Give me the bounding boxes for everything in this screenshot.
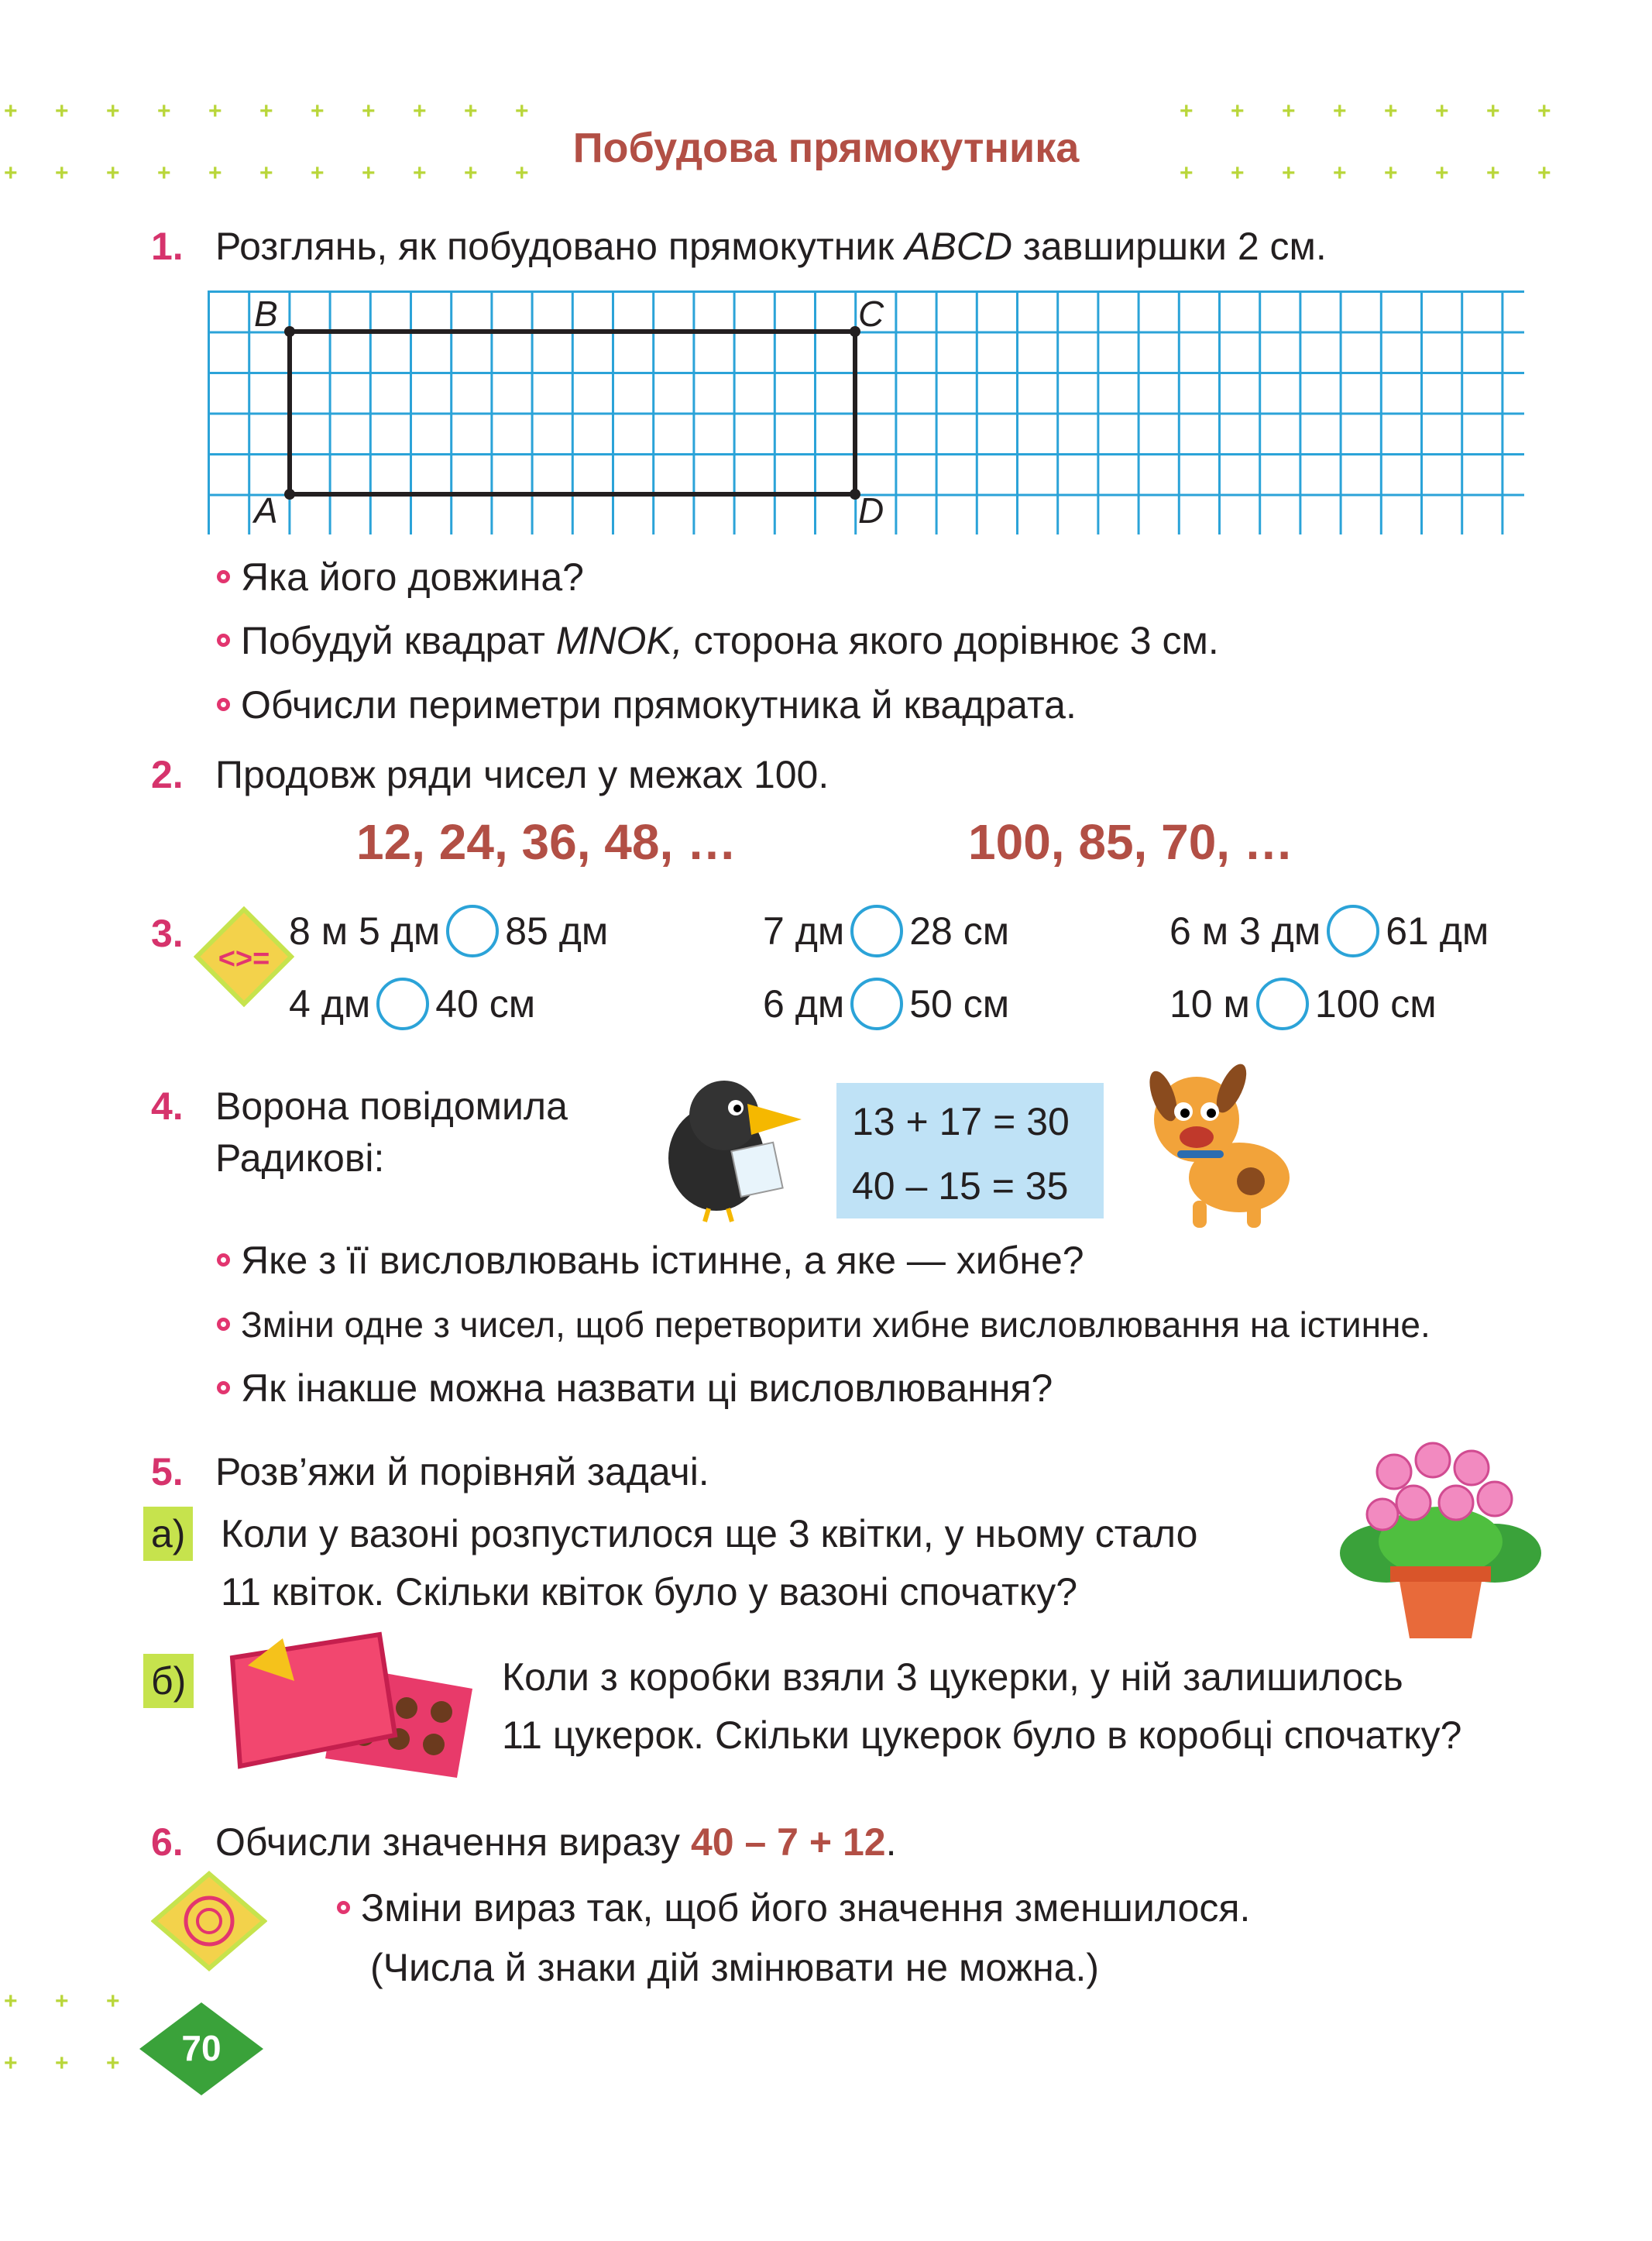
bullet-icon	[217, 570, 230, 583]
dog-icon	[1146, 1053, 1301, 1232]
task1-text: Розглянь, як побудовано прямокутник ABCD завширшки 2 см.	[215, 225, 1327, 268]
task5-a-line2: 11 квіток. Скільки квіток було у вазоні спочатку?	[221, 1570, 1078, 1614]
compare-circle-input[interactable]	[376, 978, 429, 1030]
task1-bullet-1: Яка його довжина?	[217, 554, 584, 600]
task6-number: 6.	[151, 1820, 184, 1864]
point-b	[284, 326, 295, 337]
task6-bullet: Зміни вираз так, щоб його значення зменшилося.	[337, 1885, 1250, 1931]
label-d: D	[858, 490, 884, 531]
page-title: Побудова прямокутника	[572, 125, 1080, 171]
task5-label-a: а)	[143, 1507, 193, 1561]
candy-box-icon	[225, 1619, 480, 1782]
label-b: B	[254, 294, 278, 334]
task5-number: 5.	[151, 1450, 184, 1493]
comparison-3: 6 м 3 дм 61 дм	[1169, 908, 1489, 961]
statement-1: 13 + 17 = 30	[852, 1100, 1070, 1143]
task5-b-line2: 11 цукерок. Скільки цукерок було в коробці спочатку?	[502, 1713, 1462, 1757]
task1-number: 1.	[151, 225, 184, 268]
task5-label-b: б)	[143, 1654, 194, 1708]
crow-icon	[651, 1073, 805, 1224]
page-number: 70	[181, 2028, 222, 2068]
task6-text: Обчисли значення виразу 40 – 7 + 12.	[215, 1820, 897, 1864]
task4-bullet-3: Як інакше можна назвати ці висловлювання?	[217, 1365, 1053, 1411]
bullet-icon	[217, 1381, 230, 1394]
comparison-4: 4 дм 40 см	[289, 981, 535, 1033]
task1-bullet-2: Побудуй квадрат MNOK, сторона якого дорівнює 3 см.	[217, 617, 1219, 664]
task5-b-line1: Коли з коробки взяли 3 цукерки, у ній залишилось	[502, 1655, 1403, 1699]
target-icon	[151, 1871, 267, 1971]
task3-number: 3.	[151, 912, 184, 955]
point-a	[284, 489, 295, 500]
statement-2: 40 – 15 = 35	[852, 1164, 1069, 1208]
sequence-2: 100, 85, 70, …	[968, 814, 1293, 870]
task6-expression: 40 – 7 + 12	[690, 1820, 886, 1864]
task6-note: (Числа й знаки дій змінювати не можна.)	[370, 1946, 1100, 1989]
label-c: C	[858, 294, 884, 334]
statements-box	[836, 1083, 1104, 1218]
task4-line2: Радикові:	[215, 1136, 385, 1180]
task5-text: Розв’яжи й порівняй задачі.	[215, 1450, 709, 1493]
task2-number: 2.	[151, 753, 184, 796]
task4-line1: Ворона повідомила	[215, 1084, 568, 1128]
bullet-icon	[217, 634, 230, 647]
comparison-2: 7 дм 28 см	[763, 908, 1009, 961]
sequence-1: 12, 24, 36, 48, …	[356, 814, 737, 870]
comparison-6: 10 м 100 см	[1169, 981, 1437, 1033]
label-a: A	[254, 490, 278, 531]
task4-number: 4.	[151, 1084, 184, 1128]
bullet-icon	[217, 1318, 230, 1331]
task4-bullet-1: Яке з її висловлювань істинне, а яке — хибне?	[217, 1237, 1084, 1284]
compare-circle-input[interactable]	[1256, 978, 1309, 1030]
compare-signs-icon	[194, 906, 294, 1007]
page-number-badge	[136, 1999, 267, 2099]
task2-text: Продовж ряди чисел у межах 100.	[215, 753, 829, 796]
compare-circle-input[interactable]	[850, 978, 903, 1030]
task4-bullet-2: Зміни одне з чисел, щоб перетворити хибне висловлювання на істинне.	[217, 1301, 1430, 1348]
bullet-icon	[217, 1253, 230, 1267]
grid-rectangle-figure	[208, 290, 1524, 534]
compare-circle-input[interactable]	[850, 905, 903, 957]
comparison-5: 6 дм 50 см	[763, 981, 1009, 1033]
bullet-icon	[217, 698, 230, 711]
compare-circle-input[interactable]	[446, 905, 499, 957]
task5-a-line1: Коли у вазоні розпустилося ще 3 квітки, у ньому стало	[221, 1512, 1198, 1555]
flower-pot-icon	[1340, 1425, 1541, 1642]
compare-circle-input[interactable]	[1327, 905, 1379, 957]
comparison-1: 8 м 5 дм 85 дм	[289, 908, 608, 961]
task1-bullet-3: Обчисли периметри прямокутника й квадрата.	[217, 682, 1077, 728]
bullet-icon	[337, 1901, 350, 1914]
svg-text:<>=: <>=	[218, 943, 270, 975]
